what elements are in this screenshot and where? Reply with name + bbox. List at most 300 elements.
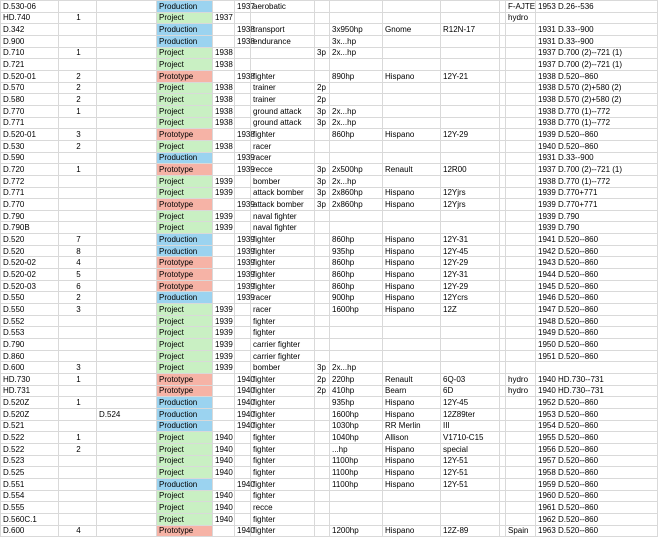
cell[interactable]: 1959 D.520--860 (536, 478, 658, 490)
cell[interactable]: recce (251, 502, 315, 514)
cell[interactable]: fighter (251, 280, 315, 292)
cell[interactable] (97, 35, 157, 47)
cell[interactable] (383, 502, 441, 514)
cell[interactable]: 6Q-03 (441, 374, 500, 386)
cell[interactable] (97, 490, 157, 502)
cell[interactable]: D.520Z (1, 408, 59, 420)
cell[interactable] (97, 432, 157, 444)
cell[interactable]: 1937 D.700 (2)--721 (1) (536, 47, 658, 59)
cell[interactable]: 12Y-51 (441, 455, 500, 467)
cell[interactable]: 3p (315, 105, 330, 117)
status-cell[interactable]: Prototype (157, 199, 213, 211)
cell[interactable]: fighter (251, 385, 315, 397)
cell[interactable] (506, 269, 536, 281)
cell[interactable] (235, 304, 251, 316)
status-cell[interactable]: Project (157, 105, 213, 117)
cell[interactable]: HD.731 (1, 385, 59, 397)
cell[interactable]: fighter (251, 129, 315, 141)
cell[interactable]: 3p (315, 362, 330, 374)
cell[interactable] (330, 12, 383, 24)
cell[interactable]: 1937 D.700 (2)--721 (1) (536, 164, 658, 176)
cell[interactable]: 1939 (213, 175, 235, 187)
cell[interactable] (441, 35, 500, 47)
cell[interactable]: D.523 (1, 455, 59, 467)
cell[interactable]: 1941 D.520--860 (536, 234, 658, 246)
cell[interactable]: 1940 (235, 478, 251, 490)
cell[interactable]: 6D (441, 385, 500, 397)
cell[interactable] (315, 513, 330, 525)
cell[interactable]: 4 (59, 257, 97, 269)
cell[interactable] (97, 12, 157, 24)
cell[interactable]: 1938 (213, 140, 235, 152)
cell[interactable] (97, 59, 157, 71)
cell[interactable] (441, 105, 500, 117)
cell[interactable]: 1939 (213, 210, 235, 222)
cell[interactable]: 2x860hp (330, 187, 383, 199)
cell[interactable] (315, 502, 330, 514)
cell[interactable] (59, 117, 97, 129)
cell[interactable]: 12R00 (441, 164, 500, 176)
cell[interactable]: ground attack (251, 105, 315, 117)
cell[interactable]: D.555 (1, 502, 59, 514)
cell[interactable]: 6 (59, 280, 97, 292)
cell[interactable]: 2p (315, 385, 330, 397)
cell[interactable]: 890hp (330, 70, 383, 82)
cell[interactable] (213, 408, 235, 420)
cell[interactable]: Hispano (383, 129, 441, 141)
cell[interactable]: D.771 (1, 117, 59, 129)
cell[interactable] (235, 59, 251, 71)
cell[interactable] (383, 222, 441, 234)
cell[interactable] (315, 59, 330, 71)
cell[interactable]: naval fighter (251, 210, 315, 222)
cell[interactable]: racer (251, 140, 315, 152)
cell[interactable] (59, 467, 97, 479)
cell[interactable]: 1940 (213, 443, 235, 455)
cell[interactable] (441, 47, 500, 59)
cell[interactable] (506, 304, 536, 316)
cell[interactable]: Hispano (383, 292, 441, 304)
cell[interactable]: 2x...hp (330, 105, 383, 117)
cell[interactable] (506, 443, 536, 455)
cell[interactable]: RR Merlin (383, 420, 441, 432)
status-cell[interactable]: Project (157, 467, 213, 479)
cell[interactable] (330, 315, 383, 327)
cell[interactable] (97, 117, 157, 129)
cell[interactable] (97, 467, 157, 479)
cell[interactable] (330, 502, 383, 514)
cell[interactable] (315, 420, 330, 432)
cell[interactable]: 1949 D.520--860 (536, 327, 658, 339)
status-cell[interactable]: Prototype (157, 257, 213, 269)
cell[interactable] (315, 140, 330, 152)
cell[interactable] (213, 374, 235, 386)
cell[interactable]: 2p (315, 94, 330, 106)
cell[interactable]: 12Yjrs (441, 199, 500, 211)
cell[interactable] (235, 432, 251, 444)
cell[interactable] (97, 420, 157, 432)
cell[interactable]: 1958 D.520--860 (536, 467, 658, 479)
cell[interactable] (441, 350, 500, 362)
cell[interactable] (441, 140, 500, 152)
cell[interactable]: 1940 (235, 420, 251, 432)
status-cell[interactable]: Project (157, 339, 213, 351)
cell[interactable]: D.600 (1, 525, 59, 537)
cell[interactable]: 1100hp (330, 478, 383, 490)
cell[interactable] (97, 455, 157, 467)
cell[interactable] (213, 129, 235, 141)
cell[interactable]: 12Y-29 (441, 280, 500, 292)
status-cell[interactable]: Project (157, 455, 213, 467)
cell[interactable]: 1938 (235, 35, 251, 47)
cell[interactable] (97, 339, 157, 351)
status-cell[interactable]: Project (157, 315, 213, 327)
cell[interactable] (235, 117, 251, 129)
cell[interactable] (59, 385, 97, 397)
cell[interactable] (213, 269, 235, 281)
cell[interactable]: fighter (251, 513, 315, 525)
cell[interactable]: Hispano (383, 478, 441, 490)
cell[interactable] (97, 234, 157, 246)
cell[interactable] (59, 478, 97, 490)
cell[interactable]: D.342 (1, 24, 59, 36)
cell[interactable] (213, 234, 235, 246)
cell[interactable]: 1957 D.520--860 (536, 455, 658, 467)
cell[interactable] (315, 525, 330, 537)
status-cell[interactable]: Project (157, 350, 213, 362)
cell[interactable] (383, 117, 441, 129)
cell[interactable] (97, 292, 157, 304)
cell[interactable]: 12Y-45 (441, 245, 500, 257)
cell[interactable]: Allison (383, 432, 441, 444)
cell[interactable]: 1939 (235, 199, 251, 211)
cell[interactable] (506, 315, 536, 327)
cell[interactable]: Hispano (383, 467, 441, 479)
cell[interactable] (213, 70, 235, 82)
cell[interactable]: 1 (59, 397, 97, 409)
cell[interactable]: 1939 (213, 315, 235, 327)
cell[interactable]: D.770 (1, 199, 59, 211)
cell[interactable]: 2 (59, 70, 97, 82)
cell[interactable]: 1946 D.520--860 (536, 292, 658, 304)
status-cell[interactable]: Project (157, 12, 213, 24)
cell[interactable] (59, 210, 97, 222)
cell[interactable]: Hispano (383, 234, 441, 246)
cell[interactable]: 860hp (330, 234, 383, 246)
cell[interactable]: 860hp (330, 280, 383, 292)
cell[interactable]: HD.730 (1, 374, 59, 386)
cell[interactable] (441, 513, 500, 525)
cell[interactable]: D.900 (1, 35, 59, 47)
cell[interactable]: fighter (251, 374, 315, 386)
cell[interactable] (213, 257, 235, 269)
cell[interactable]: fighter (251, 525, 315, 537)
cell[interactable]: 2x...hp (330, 362, 383, 374)
cell[interactable] (315, 478, 330, 490)
cell[interactable]: recce (251, 164, 315, 176)
cell[interactable] (97, 245, 157, 257)
cell[interactable]: 1939 D.770+771 (536, 187, 658, 199)
cell[interactable]: 1952 D.520--860 (536, 397, 658, 409)
cell[interactable]: HD.740 (1, 12, 59, 24)
cell[interactable] (315, 455, 330, 467)
cell[interactable]: 1100hp (330, 455, 383, 467)
cell[interactable] (506, 24, 536, 36)
cell[interactable] (315, 408, 330, 420)
cell[interactable]: 1956 D.520--860 (536, 443, 658, 455)
status-cell[interactable]: Project (157, 59, 213, 71)
cell[interactable]: D.790 (1, 339, 59, 351)
cell[interactable] (235, 187, 251, 199)
cell[interactable] (235, 455, 251, 467)
cell[interactable] (506, 129, 536, 141)
cell[interactable] (441, 12, 500, 24)
cell[interactable] (59, 490, 97, 502)
cell[interactable]: 1938 (213, 82, 235, 94)
cell[interactable] (506, 362, 536, 374)
cell[interactable] (506, 47, 536, 59)
cell[interactable]: Hispano (383, 455, 441, 467)
cell[interactable] (441, 490, 500, 502)
cell[interactable]: D.551 (1, 478, 59, 490)
cell[interactable]: D.560C.1 (1, 513, 59, 525)
status-cell[interactable]: Production (157, 24, 213, 36)
cell[interactable]: 1939 (235, 269, 251, 281)
cell[interactable] (330, 152, 383, 164)
cell[interactable]: 1938 D.570 (2)+580 (2) (536, 82, 658, 94)
cell[interactable] (506, 117, 536, 129)
cell[interactable] (97, 210, 157, 222)
cell[interactable] (506, 105, 536, 117)
cell[interactable] (235, 467, 251, 479)
cell[interactable]: D.550 (1, 292, 59, 304)
cell[interactable]: hydro (506, 12, 536, 24)
status-cell[interactable]: Prototype (157, 269, 213, 281)
cell[interactable] (213, 35, 235, 47)
cell[interactable]: 12Y-31 (441, 269, 500, 281)
cell[interactable] (213, 164, 235, 176)
cell[interactable] (235, 82, 251, 94)
cell[interactable] (506, 175, 536, 187)
cell[interactable]: racer (251, 304, 315, 316)
cell[interactable]: 1940 D.520--860 (536, 140, 658, 152)
status-cell[interactable]: Project (157, 82, 213, 94)
cell[interactable] (213, 292, 235, 304)
cell[interactable] (213, 24, 235, 36)
cell[interactable]: D.772 (1, 175, 59, 187)
cell[interactable]: D.520-01 (1, 70, 59, 82)
cell[interactable]: 1939 (213, 350, 235, 362)
cell[interactable]: carrier fighter (251, 350, 315, 362)
cell[interactable] (506, 199, 536, 211)
cell[interactable]: 1938 D.770 (1)--772 (536, 117, 658, 129)
cell[interactable]: 1947 D.520--860 (536, 304, 658, 316)
cell[interactable] (97, 47, 157, 59)
cell[interactable] (97, 140, 157, 152)
cell[interactable]: D.520-02 (1, 257, 59, 269)
cell[interactable] (506, 210, 536, 222)
cell[interactable] (330, 94, 383, 106)
cell[interactable]: F-AJTE (506, 1, 536, 13)
cell[interactable] (383, 362, 441, 374)
cell[interactable] (441, 1, 500, 13)
cell[interactable]: D.720 (1, 164, 59, 176)
cell[interactable]: 1 (59, 164, 97, 176)
cell[interactable]: 1600hp (330, 304, 383, 316)
cell[interactable]: 12Y-31 (441, 234, 500, 246)
cell[interactable] (330, 339, 383, 351)
status-cell[interactable]: Project (157, 117, 213, 129)
cell[interactable] (506, 327, 536, 339)
cell[interactable] (315, 70, 330, 82)
cell[interactable] (97, 513, 157, 525)
cell[interactable]: 3p (315, 199, 330, 211)
cell[interactable]: 220hp (330, 374, 383, 386)
cell[interactable] (97, 164, 157, 176)
cell[interactable] (97, 362, 157, 374)
cell[interactable]: 1940 (213, 467, 235, 479)
cell[interactable] (59, 408, 97, 420)
cell[interactable]: Hispano (383, 257, 441, 269)
cell[interactable]: 1931 D.33--900 (536, 152, 658, 164)
cell[interactable] (441, 117, 500, 129)
cell[interactable] (383, 175, 441, 187)
cell[interactable] (383, 315, 441, 327)
cell[interactable]: 1962 D.520--860 (536, 513, 658, 525)
cell[interactable] (383, 47, 441, 59)
cell[interactable] (441, 152, 500, 164)
cell[interactable] (97, 222, 157, 234)
cell[interactable] (506, 82, 536, 94)
cell[interactable] (441, 94, 500, 106)
cell[interactable] (97, 502, 157, 514)
status-cell[interactable]: Project (157, 140, 213, 152)
cell[interactable] (506, 245, 536, 257)
cell[interactable] (506, 280, 536, 292)
cell[interactable]: 1931 D.33--900 (536, 24, 658, 36)
status-cell[interactable]: Project (157, 443, 213, 455)
cell[interactable] (213, 280, 235, 292)
cell[interactable]: 1937 D.700 (2)--721 (1) (536, 59, 658, 71)
cell[interactable]: 7 (59, 234, 97, 246)
cell[interactable]: 1 (59, 432, 97, 444)
cell[interactable]: fighter (251, 490, 315, 502)
cell[interactable] (315, 210, 330, 222)
cell[interactable]: 2x...hp (330, 47, 383, 59)
cell[interactable]: 1939 (213, 222, 235, 234)
cell[interactable]: 935hp (330, 397, 383, 409)
cell[interactable]: 2 (59, 292, 97, 304)
cell[interactable]: 1953 D.520--860 (536, 408, 658, 420)
cell[interactable]: hydro (506, 374, 536, 386)
status-cell[interactable]: Prototype (157, 385, 213, 397)
cell[interactable] (235, 327, 251, 339)
cell[interactable]: racer (251, 152, 315, 164)
cell[interactable] (97, 350, 157, 362)
cell[interactable]: D.771 (1, 187, 59, 199)
cell[interactable]: 1940 (213, 490, 235, 502)
cell[interactable]: Hispano (383, 443, 441, 455)
cell[interactable] (97, 70, 157, 82)
status-cell[interactable]: Project (157, 432, 213, 444)
cell[interactable]: fighter (251, 455, 315, 467)
cell[interactable] (383, 35, 441, 47)
cell[interactable]: D.520-03 (1, 280, 59, 292)
cell[interactable]: 1938 (213, 94, 235, 106)
cell[interactable]: 1939 (235, 257, 251, 269)
status-cell[interactable]: Prototype (157, 374, 213, 386)
cell[interactable]: 935hp (330, 245, 383, 257)
cell[interactable] (59, 35, 97, 47)
cell[interactable]: carrier fighter (251, 339, 315, 351)
cell[interactable]: 1 (59, 12, 97, 24)
cell[interactable]: Renault (383, 164, 441, 176)
cell[interactable] (59, 175, 97, 187)
cell[interactable]: racer (251, 292, 315, 304)
cell[interactable]: 1942 D.520--860 (536, 245, 658, 257)
cell[interactable]: R12N-17 (441, 24, 500, 36)
cell[interactable]: attack bomber (251, 199, 315, 211)
cell[interactable]: 3p (315, 187, 330, 199)
cell[interactable]: 1040hp (330, 432, 383, 444)
cell[interactable]: fighter (251, 432, 315, 444)
cell[interactable] (330, 490, 383, 502)
cell[interactable]: 1944 D.520--860 (536, 269, 658, 281)
cell[interactable]: bomber (251, 362, 315, 374)
cell[interactable]: 12Y-51 (441, 478, 500, 490)
cell[interactable]: D.552 (1, 315, 59, 327)
cell[interactable] (383, 490, 441, 502)
status-cell[interactable]: Prototype (157, 164, 213, 176)
cell[interactable]: transport (251, 24, 315, 36)
cell[interactable]: 1943 D.520--860 (536, 257, 658, 269)
cell[interactable]: 2x860hp (330, 199, 383, 211)
cell[interactable] (59, 513, 97, 525)
cell[interactable]: trainer (251, 94, 315, 106)
cell[interactable] (97, 105, 157, 117)
cell[interactable]: fighter (251, 70, 315, 82)
cell[interactable]: 1940 (213, 502, 235, 514)
cell[interactable]: 1953 D.26--536 (536, 1, 658, 13)
cell[interactable]: 1960 D.520--860 (536, 490, 658, 502)
cell[interactable]: 3p (315, 175, 330, 187)
cell[interactable]: D.521 (1, 420, 59, 432)
cell[interactable]: 1 (59, 374, 97, 386)
cell[interactable] (97, 397, 157, 409)
cell[interactable]: 1938 D.570 (2)+580 (2) (536, 94, 658, 106)
cell[interactable] (59, 1, 97, 13)
cell[interactable] (251, 12, 315, 24)
cell[interactable] (235, 362, 251, 374)
cell[interactable]: D.530 (1, 140, 59, 152)
cell[interactable]: 1940 (235, 525, 251, 537)
cell[interactable]: naval fighter (251, 222, 315, 234)
cell[interactable]: 1 (59, 47, 97, 59)
cell[interactable] (506, 408, 536, 420)
cell[interactable] (315, 257, 330, 269)
cell[interactable]: 1940 (235, 397, 251, 409)
cell[interactable]: 1939 (213, 187, 235, 199)
cell[interactable]: Hispano (383, 397, 441, 409)
cell[interactable] (383, 12, 441, 24)
cell[interactable]: 1939 D.770+771 (536, 199, 658, 211)
cell[interactable] (97, 443, 157, 455)
cell[interactable]: D.721 (1, 59, 59, 71)
status-cell[interactable]: Production (157, 478, 213, 490)
cell[interactable]: 1940 (235, 385, 251, 397)
cell[interactable]: D.554 (1, 490, 59, 502)
cell[interactable]: Renault (383, 374, 441, 386)
